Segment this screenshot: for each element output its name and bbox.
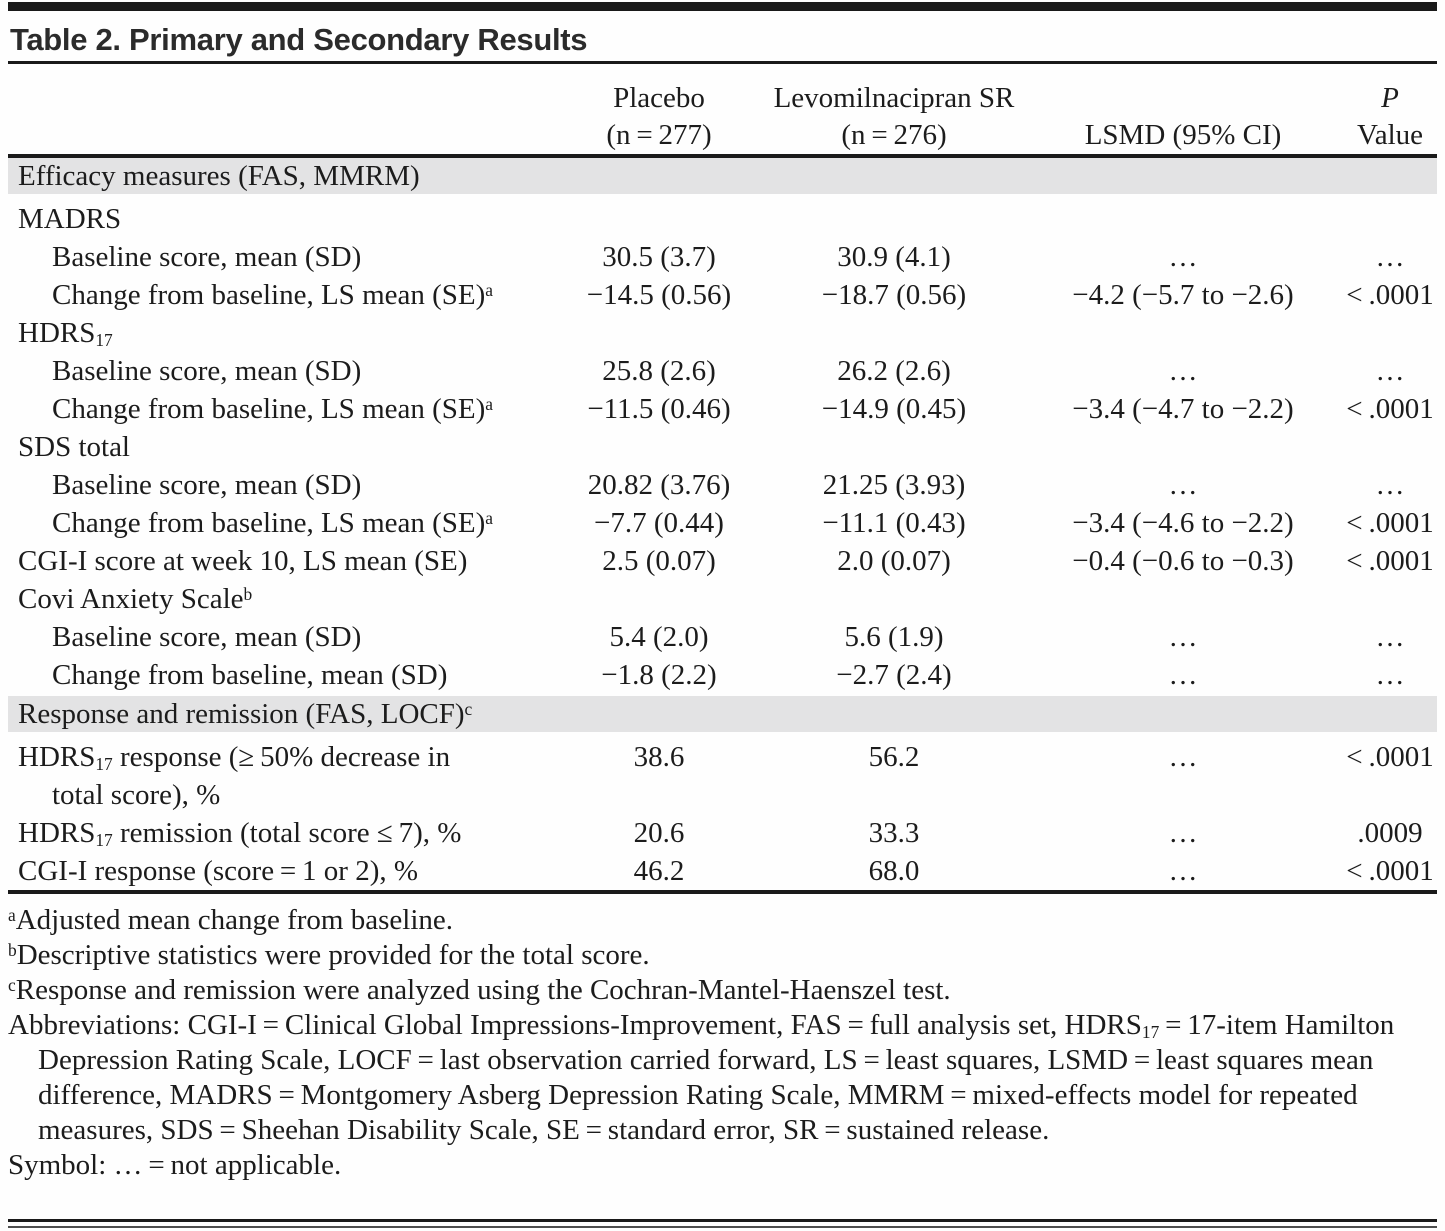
- placebo-value: −14.5 (0.56): [586, 279, 732, 311]
- placebo-value: 25.8 (2.6): [602, 355, 716, 387]
- p-value: .0009: [1357, 817, 1423, 849]
- lsmd-value: …: [1168, 241, 1198, 273]
- data-row: [8, 504, 1437, 542]
- table-title: Table 2. Primary and Secondary Results: [10, 22, 588, 57]
- placebo-value: [553, 580, 765, 618]
- section-row: [8, 156, 1437, 197]
- p-value: [1343, 197, 1437, 238]
- placebo-value: 46.2: [633, 855, 685, 887]
- col-header-drug-n: (n = 276): [765, 116, 1023, 156]
- drug-value: 21.25 (3.93): [822, 469, 966, 501]
- lsmd-value: …: [1168, 741, 1198, 773]
- col-header-drug: Levomilnacipran SR: [773, 82, 1015, 114]
- placebo-value: 30.5 (3.7): [602, 241, 716, 273]
- p-value: < .0001: [1346, 279, 1434, 311]
- data-row: [8, 852, 1437, 890]
- col-header-stub: [8, 64, 553, 116]
- table-body: [8, 156, 1437, 890]
- lsmd-value: …: [1168, 659, 1198, 691]
- col-header-placebo-n: (n = 277): [553, 116, 765, 156]
- placebo-value: −11.5 (0.46): [587, 393, 731, 425]
- lsmd-value: [1023, 580, 1343, 618]
- footnote: Symbol: … = not applicable.: [8, 1149, 342, 1181]
- data-row: [8, 276, 1437, 314]
- col-header-lsmd: LSMD (95% CI): [1023, 116, 1343, 156]
- drug-value: 5.6 (1.9): [844, 621, 944, 653]
- group-row: [8, 428, 1437, 466]
- table-bottom-rule: [8, 890, 1437, 894]
- lsmd-value: [1023, 428, 1343, 466]
- drug-value: 2.0 (0.07): [837, 545, 951, 577]
- col-header-p-value: Value: [1343, 116, 1437, 156]
- placebo-value: 38.6: [633, 741, 685, 773]
- p-value: …: [1375, 621, 1405, 653]
- data-row: [8, 618, 1437, 656]
- figure-bottom-rule: [8, 1219, 1437, 1228]
- row-label: SDS total: [18, 431, 130, 463]
- lsmd-value: −4.2 (−5.7 to −2.6): [1072, 279, 1294, 311]
- p-value: …: [1375, 241, 1405, 273]
- footnote: $^c$Response and remission were analyzed using the Cochran-Mantel-Haenszel test.: [8, 974, 951, 1006]
- lsmd-value: −0.4 (−0.6 to −0.3): [1072, 545, 1294, 577]
- drug-value: [765, 197, 1023, 238]
- group-row: [8, 314, 1437, 352]
- col-header-p: P: [1381, 82, 1399, 114]
- header-row-2: [8, 116, 1437, 156]
- group-row: [8, 197, 1437, 238]
- data-row: [8, 542, 1437, 580]
- lsmd-value: …: [1168, 355, 1198, 387]
- section-row: [8, 695, 1437, 735]
- placebo-value: [553, 314, 765, 352]
- p-value: [1343, 314, 1437, 352]
- p-value: …: [1375, 355, 1405, 387]
- p-value: < .0001: [1346, 741, 1434, 773]
- row-label: $HDRS_{17}$ remission (total score ≤ 7), %: [18, 817, 462, 850]
- table-header: [8, 64, 1437, 156]
- section-label: Efficacy measures (FAS, MMRM): [8, 156, 1437, 197]
- row-label: $HDRS_{17}$ response (≥ 50% decrease in total score), %: [18, 741, 451, 811]
- lsmd-value: −3.4 (−4.7 to −2.2): [1072, 393, 1294, 425]
- top-rule: [8, 2, 1437, 11]
- lsmd-value: …: [1168, 469, 1198, 501]
- placebo-value: 2.5 (0.07): [602, 545, 716, 577]
- drug-value: −18.7 (0.56): [821, 279, 967, 311]
- row-label: CGI-I response (score = 1 or 2), %: [18, 855, 419, 887]
- row-label: MADRS: [18, 203, 122, 235]
- data-row: [8, 814, 1437, 852]
- p-value: < .0001: [1346, 855, 1434, 887]
- section-label: Response and remission (FAS, LOCF)$^c$: [8, 695, 1437, 735]
- row-label: Baseline score, mean (SD): [52, 355, 362, 387]
- drug-value: [765, 428, 1023, 466]
- placebo-value: 20.6: [633, 817, 685, 849]
- lsmd-value: …: [1168, 817, 1198, 849]
- footnote: Abbreviations: CGI-I = Clinical Global Impressions-Improvement, FAS = full analysis set, $HDRS_{17}$ = 17-item Hamilton Depression Rating Scale, LOCF = last observation carried forward, LS = least squares, LSMD = least squares mean difference, MADRS = Montgomery Asberg Depression Rating Scale, MMRM = mixed-effects model for repeated measures, SDS = Sheehan Disability Scale, SE = standard error, SR = sustained release.: [8, 1009, 1395, 1146]
- drug-value: −11.1 (0.43): [822, 507, 966, 539]
- drug-value: [765, 314, 1023, 352]
- lsmd-value: …: [1168, 621, 1198, 653]
- placebo-value: −7.7 (0.44): [594, 507, 724, 539]
- row-label: $HDRS_{17}$: [18, 317, 113, 350]
- row-label: Baseline score, mean (SD): [52, 621, 362, 653]
- results-table: [8, 64, 1437, 890]
- drug-value: −2.7 (2.4): [836, 659, 952, 691]
- placebo-value: −1.8 (2.2): [601, 659, 717, 691]
- p-value: < .0001: [1346, 507, 1434, 539]
- row-label: Change from baseline, LS mean (SE)$^a$: [52, 393, 494, 425]
- p-value: …: [1375, 659, 1405, 691]
- p-value: [1343, 580, 1437, 618]
- lsmd-value: −3.4 (−4.6 to −2.2): [1072, 507, 1294, 539]
- data-row: [8, 238, 1437, 276]
- footnote: $^b$Descriptive statistics were provided for the total score.: [8, 939, 650, 971]
- header-row-1: [8, 64, 1437, 116]
- placebo-value: 5.4 (2.0): [609, 621, 709, 653]
- row-label: Change from baseline, LS mean (SE)$^a$: [52, 507, 494, 539]
- p-value: < .0001: [1346, 393, 1434, 425]
- col-header-placebo: Placebo: [613, 82, 705, 114]
- col-header-lsmd-spacer: [1023, 64, 1343, 116]
- row-label: Covi Anxiety Scale$^b$: [18, 583, 253, 615]
- p-value: …: [1375, 469, 1405, 501]
- drug-value: 56.2: [868, 741, 920, 773]
- lsmd-value: [1023, 314, 1343, 352]
- drug-value: −14.9 (0.45): [821, 393, 967, 425]
- col-header-stub-2: [8, 116, 553, 156]
- placebo-value: 20.82 (3.76): [587, 469, 731, 501]
- row-label: Change from baseline, LS mean (SE)$^a$: [52, 279, 494, 311]
- data-row: [8, 352, 1437, 390]
- drug-value: 30.9 (4.1): [837, 241, 951, 273]
- p-value: < .0001: [1346, 545, 1434, 577]
- footnote: $^a$Adjusted mean change from baseline.: [8, 904, 453, 936]
- lsmd-value: …: [1168, 855, 1198, 887]
- group-row: [8, 580, 1437, 618]
- drug-value: 26.2 (2.6): [837, 355, 951, 387]
- drug-value: [765, 580, 1023, 618]
- data-row: [8, 656, 1437, 695]
- row-label: Baseline score, mean (SD): [52, 241, 362, 273]
- p-value: [1343, 428, 1437, 466]
- drug-value: 33.3: [868, 817, 920, 849]
- row-label: Baseline score, mean (SD): [52, 469, 362, 501]
- placebo-value: [553, 428, 765, 466]
- placebo-value: [553, 197, 765, 238]
- footnotes: [8, 903, 1437, 1183]
- row-label: CGI-I score at week 10, LS mean (SE): [18, 545, 468, 577]
- data-row: [8, 466, 1437, 504]
- drug-value: 68.0: [868, 855, 920, 887]
- row-label: Change from baseline, mean (SD): [52, 659, 448, 691]
- data-row: [8, 390, 1437, 428]
- data-row: [8, 735, 1437, 814]
- lsmd-value: [1023, 197, 1343, 238]
